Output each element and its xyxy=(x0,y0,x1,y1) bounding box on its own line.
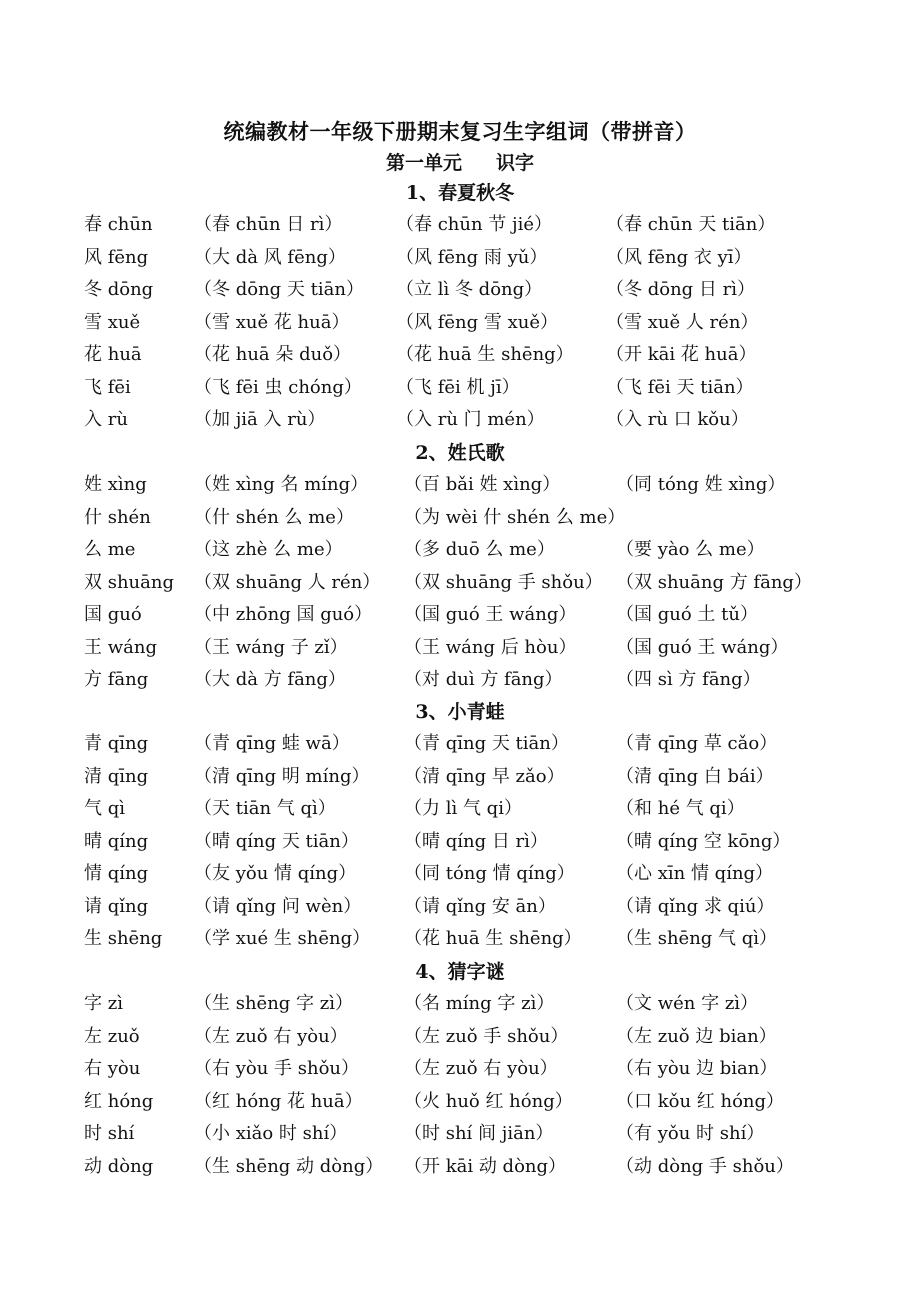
character-entry: 气 qì xyxy=(84,798,126,819)
word-entry: （红 hóng 花 huā） xyxy=(194,1090,363,1112)
word-entry: （开 kāi 花 huā） xyxy=(606,344,757,365)
vocab-row xyxy=(0,633,920,663)
character-entry: 晴 qíng xyxy=(84,830,149,852)
word-entry: （文 wén 字 zì） xyxy=(616,993,759,1014)
word-entry: （青 qīng 草 cǎo） xyxy=(616,733,778,754)
vocab-row xyxy=(0,470,920,500)
word-entry: （大 dà 风 fēng） xyxy=(194,246,346,268)
word-entry: （生 shēng 字 zì） xyxy=(194,993,354,1014)
word-entry: （左 zuǒ 手 shǒu） xyxy=(404,1025,569,1047)
word-entry: （冬 dōng 日 rì） xyxy=(606,279,756,300)
character-entry: 春 chūn xyxy=(84,214,153,235)
word-entry: （风 fēng 雪 xuě） xyxy=(396,311,558,333)
word-entry: （清 qīng 早 zǎo） xyxy=(404,765,565,787)
word-entry: （国 guó 土 tǔ） xyxy=(616,604,758,625)
word-entry: （晴 qíng 天 tiān） xyxy=(194,830,359,852)
word-entry: （双 shuāng 方 fāng） xyxy=(616,571,812,593)
character-entry: 姓 xìng xyxy=(84,474,147,495)
word-entry: （时 shí 间 jiān） xyxy=(404,1123,554,1144)
word-entry: （百 bǎi 姓 xìng） xyxy=(404,474,561,495)
word-entry: （天 tiān 气 qì） xyxy=(194,798,336,819)
word-entry: （姓 xìng 名 míng） xyxy=(194,474,369,495)
word-entry: （青 qīng 天 tiān） xyxy=(404,733,569,754)
vocab-row xyxy=(0,794,920,824)
character-entry: 方 fāng xyxy=(84,669,149,690)
character-entry: 左 zuǒ xyxy=(84,1025,140,1047)
character-entry: 双 shuāng xyxy=(84,571,174,593)
word-entry: （什 shén 么 me） xyxy=(194,506,354,528)
vocab-row xyxy=(0,892,920,922)
character-entry: 时 shí xyxy=(84,1123,135,1144)
vocab-row xyxy=(0,1054,920,1084)
unit-name: 第一单元 xyxy=(385,152,462,174)
word-entry: （花 huā 生 shēng） xyxy=(396,344,574,365)
word-entry: （同 tóng 姓 xìng） xyxy=(616,474,786,495)
word-entry: （立 lì 冬 dōng） xyxy=(396,279,543,300)
character-entry: 花 huā xyxy=(84,344,142,365)
word-entry: （小 xiǎo 时 shí） xyxy=(194,1123,348,1144)
word-entry: （花 huā 朵 duǒ） xyxy=(194,344,352,365)
character-entry: 王 wáng xyxy=(84,636,157,658)
character-entry: 右 yòu xyxy=(84,1058,141,1079)
word-entry: （要 yào 么 me） xyxy=(616,539,765,560)
character-entry: 红 hóng xyxy=(84,1090,154,1112)
vocab-row xyxy=(0,827,920,857)
word-entry: （请 qǐng 安 ān） xyxy=(404,895,556,917)
word-entry: （雪 xuě 花 huā） xyxy=(194,311,350,333)
vocab-row xyxy=(0,340,920,370)
word-entry: （为 wèi 什 shén 么 me） xyxy=(404,506,626,528)
word-entry: （多 duō 么 me） xyxy=(404,539,555,560)
vocab-row xyxy=(0,210,920,240)
word-entry: （风 fēng 衣 yī） xyxy=(606,246,752,268)
character-entry: 入 rù xyxy=(84,409,128,430)
vocab-row xyxy=(0,924,920,954)
word-entry: （清 qīng 明 míng） xyxy=(194,765,370,787)
word-entry: （国 guó 王 wáng） xyxy=(616,636,789,658)
word-entry: （加 jiā 入 rù） xyxy=(194,409,326,430)
unit-topic: 识字 xyxy=(496,152,535,174)
word-entry: （四 sì 方 fāng） xyxy=(616,669,761,690)
word-entry: （飞 fēi 虫 chóng） xyxy=(194,376,362,398)
vocab-row xyxy=(0,729,920,759)
vocab-row xyxy=(0,275,920,305)
word-entry: （春 chūn 天 tiān） xyxy=(606,214,776,235)
lesson-heading: 3、小青蛙 xyxy=(415,701,505,723)
word-entry: （大 dà 方 fāng） xyxy=(194,669,346,690)
word-entry: （入 rù 口 kǒu） xyxy=(606,409,749,430)
word-entry: （晴 qíng 空 kōng） xyxy=(616,830,791,852)
word-entry: （火 huǒ 红 hóng） xyxy=(404,1090,573,1112)
word-entry: （清 qīng 白 bái） xyxy=(616,765,774,787)
vocab-row xyxy=(0,308,920,338)
character-entry: 么 me xyxy=(84,539,136,560)
word-entry: （生 shēng 动 dòng） xyxy=(194,1155,384,1177)
vocab-row xyxy=(0,405,920,435)
word-entry: （力 lì 气 qi） xyxy=(404,798,522,819)
word-entry: （入 rù 门 mén） xyxy=(396,409,545,430)
word-entry: （飞 fēi 天 tiān） xyxy=(606,376,754,398)
word-entry: （双 shuāng 人 rén） xyxy=(194,571,381,593)
vocab-row xyxy=(0,503,920,533)
vocab-row xyxy=(0,1152,920,1182)
character-entry: 飞 fēi xyxy=(84,376,131,398)
word-entry: （春 chūn 节 jié） xyxy=(396,214,553,235)
vocab-row xyxy=(0,762,920,792)
unit-heading xyxy=(0,148,920,175)
word-entry: （王 wáng 后 hòu） xyxy=(404,636,577,658)
word-entry: （对 duì 方 fāng） xyxy=(404,669,563,690)
character-entry: 青 qīng xyxy=(84,733,149,754)
character-entry: 国 guó xyxy=(84,604,142,625)
word-entry: （友 yǒu 情 qíng） xyxy=(194,863,357,884)
word-entry: （右 yòu 手 shǒu） xyxy=(194,1058,360,1079)
word-entry: （晴 qíng 日 rì） xyxy=(404,830,548,852)
vocab-row xyxy=(0,989,920,1019)
word-entry: （风 fēng 雨 yǔ） xyxy=(396,246,548,268)
vocab-row xyxy=(0,1087,920,1117)
character-entry: 情 qíng xyxy=(84,863,149,884)
page-title: 统编教材一年级下册期末复习生字组词（带拼音） xyxy=(223,119,697,144)
vocab-row xyxy=(0,373,920,403)
word-entry: （国 guó 王 wáng） xyxy=(404,604,577,625)
vocab-row xyxy=(0,568,920,598)
word-entry: （口 kǒu 红 hóng） xyxy=(616,1090,785,1112)
word-entry: （左 zuǒ 边 bian） xyxy=(616,1025,777,1047)
vocab-row xyxy=(0,535,920,565)
word-entry: （心 xīn 情 qíng） xyxy=(616,863,774,884)
word-entry: （生 shēng 气 qì） xyxy=(616,928,778,949)
word-entry: （右 yòu 边 bian） xyxy=(616,1058,778,1079)
word-entry: （同 tóng 情 qíng） xyxy=(404,863,575,884)
character-entry: 风 fēng xyxy=(84,246,149,268)
word-entry: （雪 xuě 人 rén） xyxy=(606,311,759,333)
word-entry: （王 wáng 子 zǐ） xyxy=(194,636,348,658)
character-entry: 动 dòng xyxy=(84,1155,154,1177)
vocab-row xyxy=(0,859,920,889)
vocab-row xyxy=(0,1022,920,1052)
word-entry: （和 hé 气 qi） xyxy=(616,798,745,819)
vocab-row xyxy=(0,665,920,695)
word-entry: （飞 fēi 机 jī） xyxy=(396,376,520,398)
character-entry: 请 qǐng xyxy=(84,895,149,917)
vocab-row xyxy=(0,1119,920,1149)
word-entry: （冬 dōng 天 tiān） xyxy=(194,279,364,300)
word-entry: （中 zhōng 国 guó） xyxy=(194,604,373,625)
word-entry: （左 zuǒ 右 yòu） xyxy=(404,1058,558,1079)
lesson-heading: 2、姓氏歌 xyxy=(415,442,505,464)
vocab-row xyxy=(0,243,920,273)
word-entry: （请 qǐng 问 wèn） xyxy=(194,895,362,917)
vocab-row xyxy=(0,600,920,630)
word-entry: （请 qǐng 求 qiú） xyxy=(616,895,775,917)
word-entry: （青 qīng 蛙 wā） xyxy=(194,733,350,754)
character-entry: 清 qīng xyxy=(84,765,149,787)
character-entry: 什 shén xyxy=(84,506,151,528)
word-entry: （动 dòng 手 shǒu） xyxy=(616,1155,794,1177)
word-entry: （有 yǒu 时 shí） xyxy=(616,1123,765,1144)
character-entry: 雪 xuě xyxy=(84,311,141,333)
word-entry: （开 kāi 动 dòng） xyxy=(404,1155,567,1177)
word-entry: （这 zhè 么 me） xyxy=(194,539,343,560)
word-entry: （花 huā 生 shēng） xyxy=(404,928,582,949)
character-entry: 冬 dōng xyxy=(84,279,154,300)
character-entry: 字 zì xyxy=(84,993,123,1014)
word-entry: （春 chūn 日 rì） xyxy=(194,214,343,235)
lesson-heading: 4、猜字谜 xyxy=(415,961,505,983)
word-entry: （双 shuāng 手 shǒu） xyxy=(404,571,603,593)
word-entry: （左 zuǒ 右 yòu） xyxy=(194,1025,348,1047)
word-entry: （名 míng 字 zì） xyxy=(404,993,555,1014)
word-entry: （学 xué 生 shēng） xyxy=(194,928,371,949)
character-entry: 生 shēng xyxy=(84,928,163,949)
lesson-heading: 1、春夏秋冬 xyxy=(405,182,515,204)
